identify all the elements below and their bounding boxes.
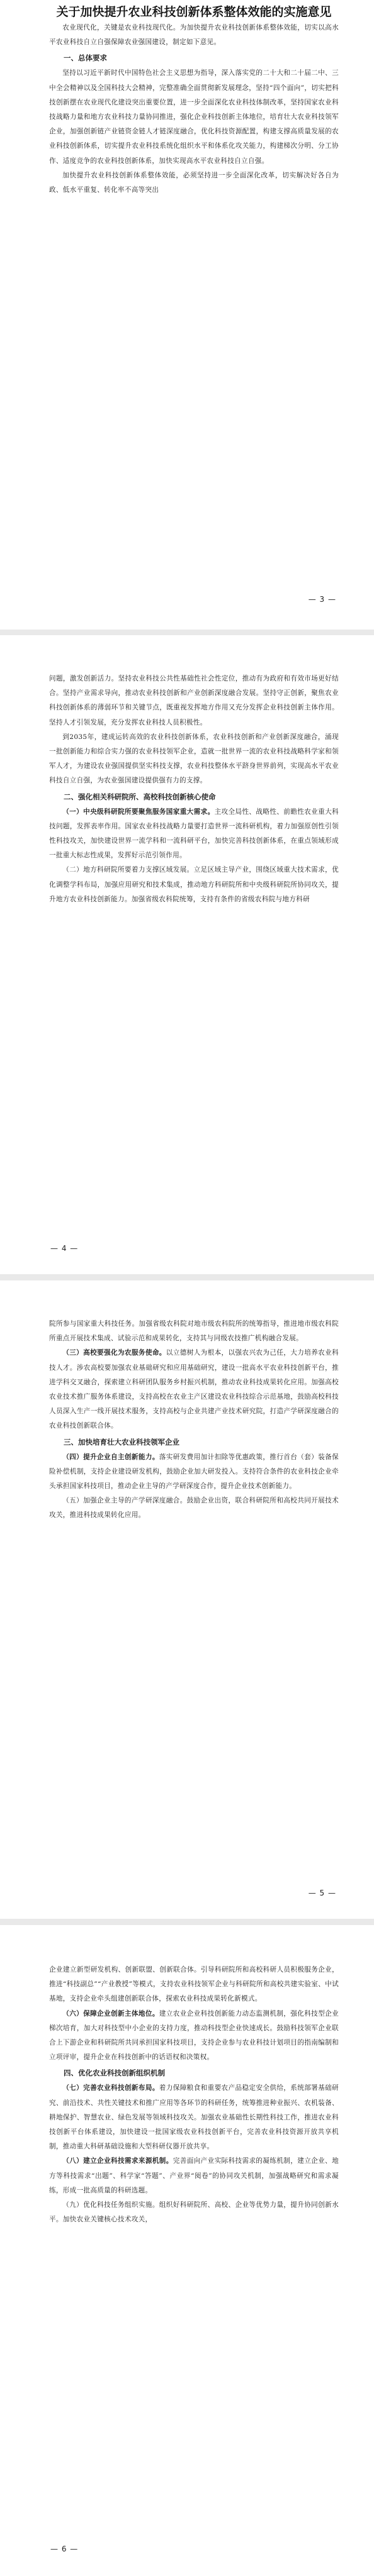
body-paragraph: （九）优化科技任务组织实施。组织好科研院所、高校、企业等优势力量，提升协同创新水平。加快农业关键核心技术攻关， (49, 2201, 339, 2224)
subsection-lead: （三）高校要强化为农服务使命。 (62, 1349, 166, 1357)
body-paragraph: （二）地方科研院所要着力支撑区域发展。立足区域主导产业，围绕区域重大技术需求，优化调整学科布局，加强应用研究和技术集成，推动地方科研院所和中央级科研院所协同攻关，提升地方农业科技创新能力。加强省级农科院统筹，支持有条件的省级农科院与地方科研 (49, 866, 339, 903)
page-content (49, 672, 339, 907)
subsection-lead: （八）建立企业科技需求来源机制。 (62, 2157, 173, 2165)
body-paragraph (49, 2081, 339, 2154)
paragraph-text: 建立农业企业科技创新能力动态监测机制，强化科技型企业梯次培育，加大对科技型中小企业的支持力度，推动科技型企业快速成长。鼓励科技领军企业联合上下游企业和科研院所共同承担国家科技项目，支持企业参与农业科技计划项目的指南编制和立项评审，提升企业在科技创新中的话语权和决策权。 (49, 2009, 339, 2062)
page-number: — 5 — (308, 1889, 336, 1897)
page-body (49, 1317, 339, 1523)
document-page-2 (0, 635, 374, 1274)
paragraph-text: 以立德树人为根本，以强农兴农为己任，大力培养农业科技人才。涉农高校要加强农业基础研究和应用基础研究，建设一批高水平农业科技创新平台，推进学科交叉融合，探索建立科研团队服务乡村振兴机制，推动农业科技成果转化应用。加强高校农业技术推广服务体系建设，支持高校在农业主产区建设农业科技综合示范基地，鼓励高校科技人员深入生产一线开展技术服务，支持高校与企业共建产业技术研究院，打造产学研深度融合的农业科技创新联合体。 (49, 1349, 339, 1430)
body-paragraph: 到2035年，建成运转高效的农业科技创新体系，农业科技创新和产业创新深度融合，涌现一批创新能力和综合实力强的农业科技领军企业，造就一批世界一流的农业科技战略科学家和领军人才，为建设农业强国提供坚实科技支撑，农业科技整体水平跻身世界前列，实现高水平农业科技自立自强，为农业强国建设提供强有力的支撑。 (49, 733, 339, 785)
paragraph-text: 落实研发费用加计扣除等优惠政策，推行首台（套）装备保险补偿机制，支持企业建设研发机构，鼓励企业加大研发投入。支持符合条件的农业科技企业牵头承担国家科技项目，推动企业主导的产学研深度合作，提升企业技术创新能力。 (49, 1453, 339, 1491)
body-paragraph: （五）加强企业主导的产学研深度融合。鼓励企业出资，联合科研院所和高校共同开展技术攻关，推进科技成果转化应用。 (49, 1497, 339, 1519)
document-page-3 (0, 1280, 374, 1919)
document-page-1 (0, 0, 374, 630)
body-paragraph (49, 2154, 339, 2198)
document-page-4 (0, 1925, 374, 2576)
subsection-lead: （四）提升企业自主创新能力。 (62, 1453, 159, 1461)
page-number: — 6 — (50, 2545, 79, 2553)
paragraph-text: 完善面向产业实际科技需求的凝练机制，建立企业、地方等科技需求“出题”、科学家“答题”、产业界“阅卷”的协同攻关机制，加强战略研究和需求凝练，形成一批高质量的科研选题。 (49, 2157, 339, 2194)
subsection-lead: （六）保障企业创新主体地位。 (62, 2009, 159, 2018)
document-title: 关于加快提升农业科技创新体系整体效能的实施意见 (56, 5, 332, 19)
section-heading: 四、优化农业科技创新组织机制 (64, 2068, 165, 2078)
section-heading: 一、总体要求 (64, 53, 107, 63)
body-paragraph: 加快提升农业科技创新体系整体效能，必须坚持进一步全面深化改革，切实解决好各自为政、低水平重复、转化率不高等突出 (49, 171, 339, 194)
page-number: — 4 — (50, 1244, 79, 1253)
body-paragraph (49, 1450, 339, 1494)
paragraph-text: 主攻全局性、战略性、前瞻性农业重大科技问题，发挥表率作用。国家农业科技战略力量要打造世界一流科研机构，着力加强原创性引领性科技攻关，加快建设世界一流学科和一流科研平台，加快完善科技创新体系，在重点领域形成一批重大标志性成果，发挥好示范引领作用。 (49, 808, 339, 860)
page-body (49, 1963, 339, 2227)
subsection-lead: （一）中央级科研院所要聚焦服务国家重大需求。 (62, 808, 215, 816)
subsection-lead: （七）完善农业科技创新布局。 (62, 2084, 159, 2092)
body-paragraph: 院所参与国家重大科技任务。加强省级农科院对地市级农科院所的统筹指导，推进地市级农科院所重点开展技术集成、试验示范和成果转化，支持其与同级农技推广机构融合发展。 (49, 1320, 339, 1343)
page-body (49, 672, 339, 907)
page-body (49, 21, 339, 197)
body-paragraph: 企业建立新型研发机构、创新联盟、创新联合体。引导科研院所和高校科研人员积极服务企业，推进“科技副总”“产业教授”等模式，支持农业科技领军企业与科研院所和高校共建实验室、中试基地，支持企业牵头组建创新联合体，探索农业科技成果转化新模式。 (49, 1966, 339, 2003)
page-content (49, 1963, 339, 2227)
body-paragraph (49, 2007, 339, 2065)
page-number: — 3 — (308, 595, 336, 604)
paragraph-text: 着力保障粮食和重要农产品稳定安全供给，系统部署基础研究、前沿技术、共性关键技术和推广应用等各环节的科研任务，统筹推进种业振兴、农机装备、耕地保护、智慧农业、绿色发展等领域科技攻关。加强农业基础性长期性科技工作，推进农业科技创新平台体系建设，加快建设一批国家级农业科技创新平台，完善农业科技资源开放共享机制，推动重大科研基础设施和大型科研仪器开放共享。 (49, 2084, 339, 2151)
body-paragraph (49, 1346, 339, 1433)
body-paragraph: 问题，激发创新活力。坚持农业科技公共性基础性社会性定位，推动有为政府和有效市场更好结合。坚持产业需求导向，推动农业科技创新和产业创新深度融合发展。坚持守正创新，聚焦农业科技创新体系的薄弱环节和关键节点，既重视发挥地方作用又充分发挥企业科技创新主体作用。坚持人才引领发展，充分发挥农业科技人员积极性。 (49, 675, 339, 726)
section-heading: 三、加快培育壮大农业科技领军企业 (64, 1437, 179, 1446)
body-paragraph: 农业现代化，关键是农业科技现代化。为加快提升农业科技创新体系整体效能，切实以高水平农业科技自立自强保障农业强国建设，制定如下意见。 (49, 24, 339, 47)
body-paragraph (49, 805, 339, 863)
page-content (49, 0, 339, 197)
body-paragraph: 坚持以习近平新时代中国特色社会主义思想为指导，深入落实党的二十大和二十届二中、三中全会精神以及全国科技大会精神，完整准确全面贯彻新发展理念，坚持“四个面向”，切实把科技创新摆在农业现代化建设突出重要位置，进一步全面深化农业科技体制改革，坚持国家农业科技战略力量和地方农业科技力量协同推进，强化企业科技创新主体地位，培育壮大农业科技领军企业，加强创新链产业链资金链人才链深度融合，优化科技资源配置，构建支撑高质量发展的农业科技创新体系，切实提升农业科技系统化组织水平和体系化攻关能力，构建梯次分明、分工协作、适度竞争的农业科技创新体系，加快实现高水平农业科技自立自强。 (49, 69, 339, 165)
page-content (49, 1317, 339, 1523)
section-heading: 二、强化相关科研院所、高校科技创新核心使命 (64, 792, 216, 801)
